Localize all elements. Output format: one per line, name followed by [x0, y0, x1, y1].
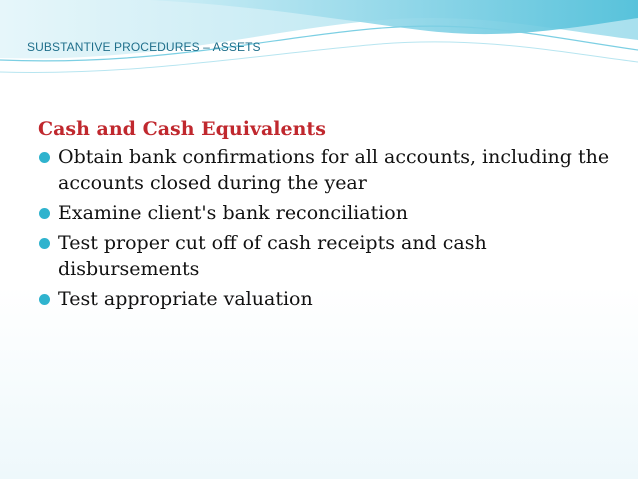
bullet-text: Test appropriate valuation [58, 288, 313, 310]
bullet-dot-icon [39, 238, 50, 249]
slide-content [38, 116, 618, 316]
bullet-item [38, 144, 618, 196]
bullet-dot-icon [39, 294, 50, 305]
bullet-text: Obtain bank confirmations for all accounts, including the accounts closed during the year [58, 146, 610, 194]
bullet-text: Test proper cut off of cash receipts and cash disbursements [58, 232, 487, 280]
bullet-item [38, 200, 618, 226]
bullet-list [38, 144, 618, 312]
bullet-dot-icon [39, 152, 50, 163]
section-heading: Cash and Cash Equivalents [38, 118, 326, 140]
bullet-item [38, 286, 618, 312]
bullet-item [38, 230, 618, 282]
bullet-dot-icon [39, 208, 50, 219]
bullet-text: Examine client's bank reconciliation [58, 202, 408, 224]
slide-header: SUBSTANTIVE PROCEDURES – ASSETS [27, 40, 261, 54]
